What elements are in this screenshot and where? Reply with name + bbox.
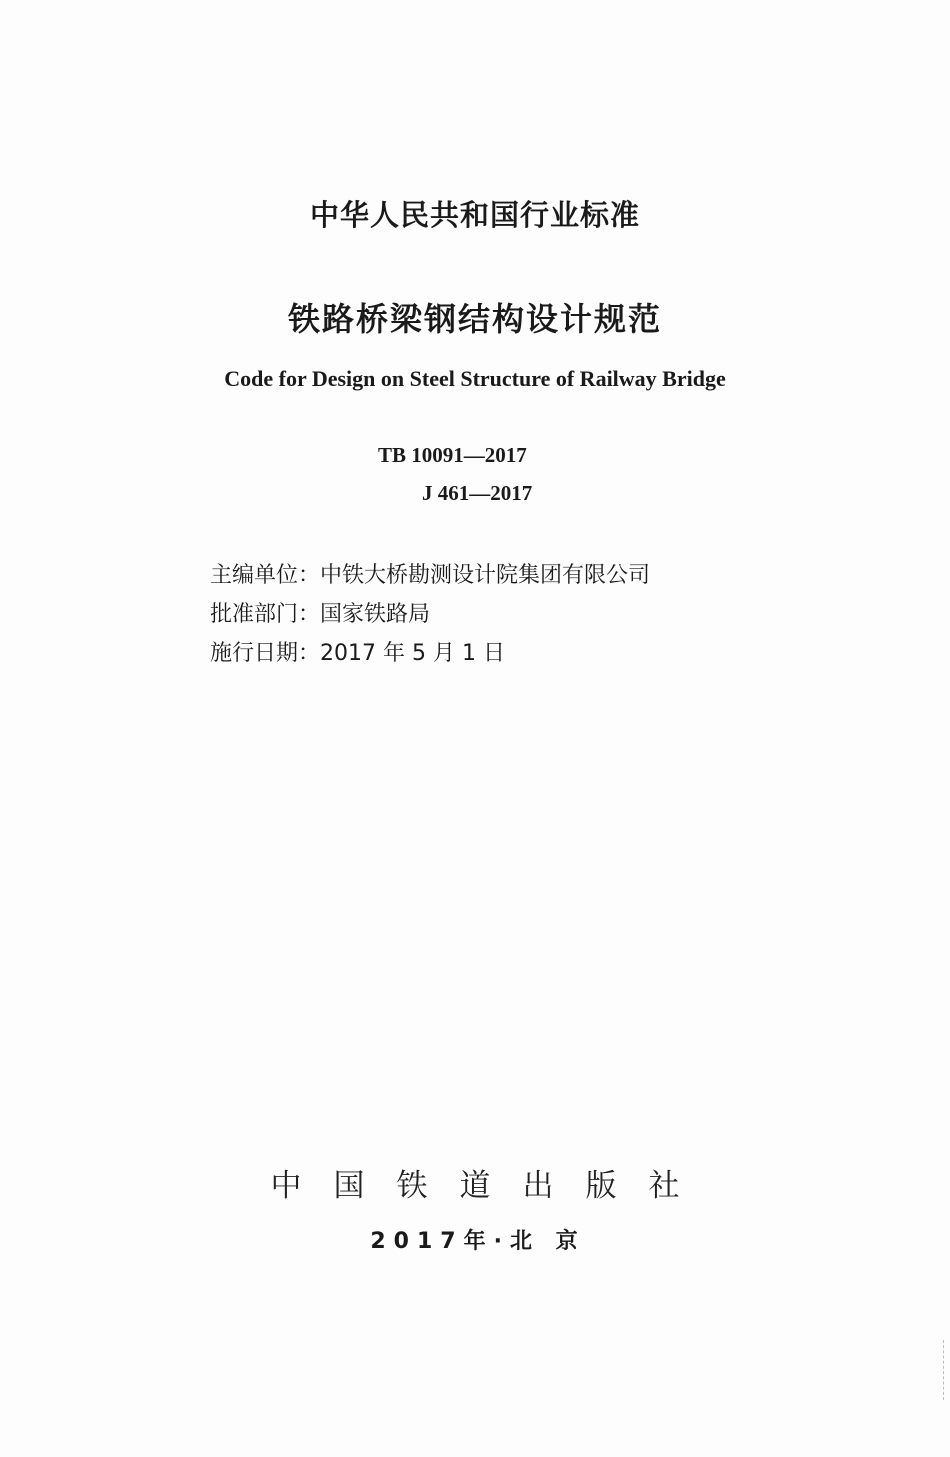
effective-date-value: 2017 年 5 月 1 日 [320,641,505,666]
editor-label: 主编单位： [210,563,321,588]
approver-value: 国家铁路局 [320,602,431,627]
publication-year-place: 2017年·北 京 [370,1229,586,1254]
document-title-zh: 铁路桥梁钢结构设计规范 [287,300,662,338]
effective-date-label: 施行日期： [210,641,321,666]
scan-edge-marks [943,1340,946,1400]
editor-value: 中铁大桥勘测设计院集团有限公司 [320,563,651,588]
standard-code-j: J 461—2017 [422,481,533,505]
approver-label: 批准部门： [210,602,321,627]
document-info [210,556,650,673]
info-row-effective-date [210,634,650,673]
document-title-en: Code for Design on Steel Structure of Railway Bridge [224,366,726,391]
publisher-name: 中国铁道出版社 [270,1168,712,1204]
standard-code-tb: TB 10091—2017 [378,443,527,467]
info-row-approver [210,595,650,634]
info-row-editor [210,556,650,595]
standard-category: 中华人民共和国行业标准 [309,198,640,232]
